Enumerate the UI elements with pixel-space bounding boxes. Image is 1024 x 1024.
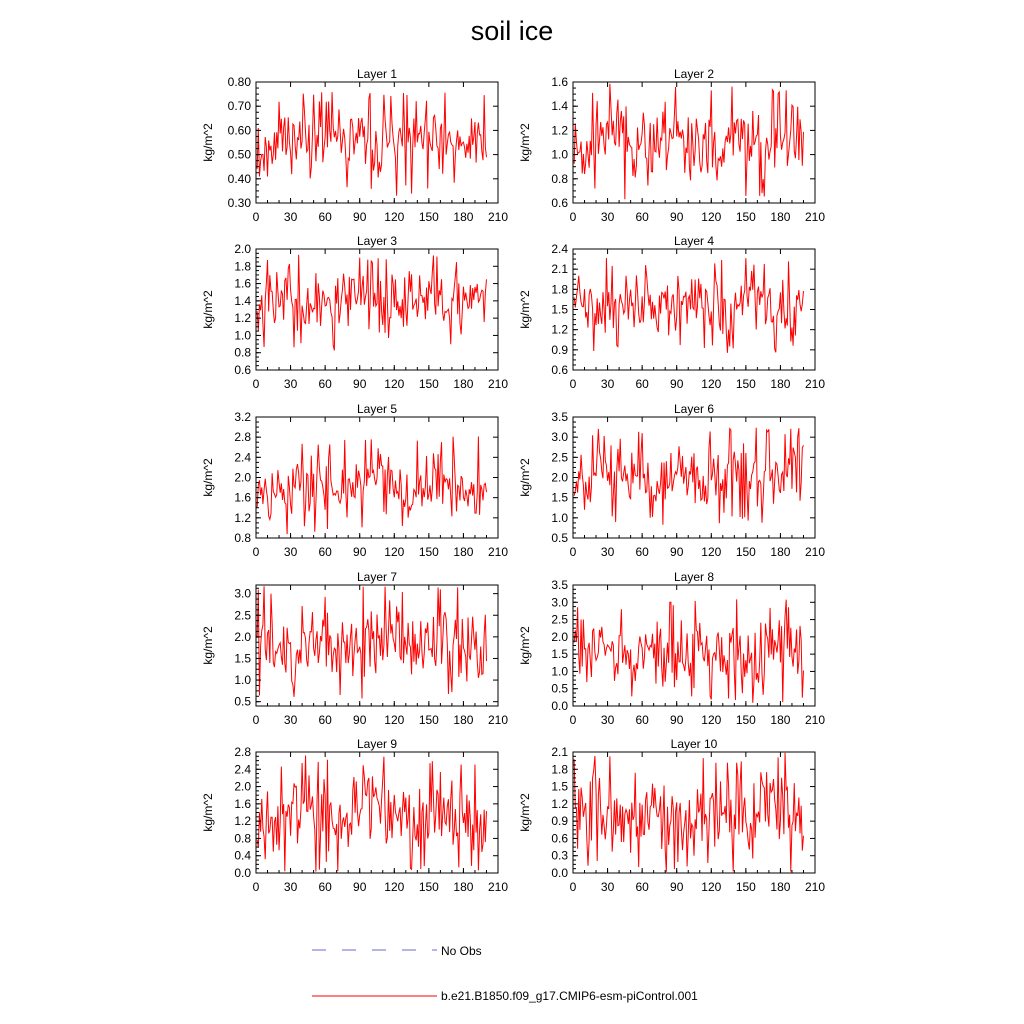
y-axis-label: kg/m^2 (518, 626, 532, 665)
x-tick-label: 30 (283, 210, 298, 224)
y-tick-label: 0.4 (234, 848, 251, 863)
y-tick-label: 2.4 (551, 242, 568, 256)
x-tick-label: 150 (418, 713, 439, 727)
x-tick-label: 210 (804, 377, 826, 391)
page-title: soil ice (470, 16, 554, 46)
series-line (574, 258, 803, 353)
x-tick-label: 210 (804, 210, 826, 224)
x-tick-label: 30 (600, 545, 615, 559)
y-tick-label: 2.0 (551, 629, 568, 644)
x-tick-label: 60 (635, 545, 649, 559)
y-axis-label: kg/m^2 (201, 290, 215, 329)
x-tick-label: 210 (487, 545, 509, 559)
x-tick-label: 0 (252, 545, 260, 559)
x-tick-label: 120 (701, 377, 722, 391)
chart-panel-layer-2 (518, 67, 825, 224)
y-tick-label: 2.5 (234, 608, 251, 623)
y-tick-label: 1.2 (234, 311, 251, 326)
x-tick-label: 180 (453, 210, 474, 224)
x-tick-label: 60 (635, 377, 649, 391)
y-tick-label: 0.5 (551, 681, 568, 696)
y-tick-label: 0.9 (551, 342, 568, 357)
panel-title: Layer 8 (673, 570, 715, 584)
panel-title: Layer 4 (673, 234, 715, 248)
y-tick-label: 1.5 (551, 490, 568, 505)
y-tick-label: 0.8 (551, 171, 568, 186)
panel-title: Layer 9 (356, 737, 398, 751)
legend-model-label: b.e21.B1850.f09_g17.CMIP6-esm-piControl.001 (441, 989, 698, 1003)
x-tick-label: 150 (735, 713, 756, 727)
x-tick-label: 90 (670, 880, 684, 894)
y-tick-label: 2.0 (234, 242, 251, 256)
panel-title: Layer 10 (670, 737, 718, 751)
series-line (574, 84, 803, 199)
y-tick-label: 1.5 (551, 647, 568, 662)
x-tick-label: 30 (600, 713, 615, 727)
y-tick-label: 1.6 (234, 276, 251, 291)
panel-title: Layer 6 (673, 402, 715, 416)
y-axis-label: kg/m^2 (201, 458, 215, 497)
y-tick-label: 3.5 (551, 410, 568, 424)
y-tick-label: 1.2 (234, 510, 251, 525)
y-tick-label: 2.0 (234, 629, 251, 644)
series-line (574, 428, 803, 525)
chart-panel-layer-3 (201, 234, 508, 391)
chart-panel-layer-1 (201, 67, 508, 224)
y-tick-label: 0.30 (227, 196, 251, 210)
y-tick-label: 1.8 (551, 282, 568, 297)
x-tick-label: 180 (453, 377, 474, 391)
y-tick-label: 0.60 (227, 123, 251, 138)
x-tick-label: 180 (453, 880, 474, 894)
y-tick-label: 2.5 (551, 450, 568, 465)
y-tick-label: 1.6 (234, 490, 251, 505)
x-tick-label: 210 (487, 713, 509, 727)
y-tick-label: 1.2 (234, 814, 251, 829)
plot-frame (256, 249, 498, 370)
y-tick-label: 2.8 (234, 430, 251, 445)
chart-panel-layer-8 (518, 570, 825, 727)
y-tick-label: 0.0 (551, 699, 568, 713)
series-line (574, 753, 803, 872)
y-tick-label: 0.70 (227, 99, 251, 114)
x-tick-label: 180 (770, 713, 791, 727)
y-tick-label: 3.5 (551, 578, 568, 592)
x-tick-label: 180 (453, 713, 474, 727)
x-tick-label: 180 (770, 377, 791, 391)
chart-panel-layer-7 (201, 570, 508, 727)
x-tick-label: 150 (418, 210, 439, 224)
x-tick-label: 150 (735, 880, 756, 894)
x-tick-label: 30 (283, 377, 298, 391)
x-tick-label: 0 (252, 210, 260, 224)
y-tick-label: 1.6 (551, 75, 568, 89)
x-tick-label: 30 (283, 545, 298, 559)
chart-panel-layer-10 (518, 737, 825, 894)
panel-title: Layer 3 (356, 234, 398, 248)
y-tick-label: 1.2 (551, 123, 568, 138)
y-tick-label: 0.0 (234, 866, 251, 880)
y-tick-label: 1.0 (234, 673, 251, 688)
y-tick-label: 1.8 (234, 259, 251, 274)
y-tick-label: 0.0 (551, 866, 568, 880)
series-line (257, 436, 486, 534)
y-axis-label: kg/m^2 (518, 290, 532, 329)
x-tick-label: 60 (318, 210, 332, 224)
y-tick-label: 1.0 (551, 664, 568, 679)
x-tick-label: 180 (770, 545, 791, 559)
x-tick-label: 120 (701, 880, 722, 894)
y-tick-label: 1.2 (551, 322, 568, 337)
y-tick-label: 0.8 (234, 531, 251, 545)
y-tick-label: 0.5 (234, 694, 251, 709)
y-tick-label: 3.0 (551, 595, 568, 610)
y-tick-label: 1.5 (234, 651, 251, 666)
y-tick-label: 0.80 (227, 75, 251, 89)
x-tick-label: 120 (384, 377, 405, 391)
y-tick-label: 0.6 (551, 831, 568, 846)
y-tick-label: 2.1 (551, 262, 568, 277)
x-tick-label: 180 (770, 210, 791, 224)
y-tick-label: 2.0 (551, 470, 568, 485)
x-tick-label: 210 (804, 713, 826, 727)
x-tick-label: 60 (318, 713, 332, 727)
chart-panel-layer-4 (518, 234, 825, 391)
x-tick-label: 0 (569, 210, 577, 224)
y-tick-label: 2.1 (551, 745, 568, 759)
x-tick-label: 120 (701, 545, 722, 559)
x-tick-label: 90 (353, 545, 367, 559)
x-tick-label: 0 (569, 545, 577, 559)
x-tick-label: 60 (318, 545, 332, 559)
series-line (257, 756, 486, 872)
series-line (574, 599, 803, 702)
series-line (257, 255, 486, 351)
x-tick-label: 150 (418, 377, 439, 391)
x-tick-label: 30 (600, 377, 615, 391)
x-tick-label: 0 (569, 713, 577, 727)
x-tick-label: 60 (635, 880, 649, 894)
y-tick-label: 2.8 (234, 745, 251, 759)
y-tick-label: 1.4 (551, 99, 568, 114)
y-tick-label: 2.5 (551, 612, 568, 627)
y-axis-label: kg/m^2 (518, 793, 532, 832)
x-tick-label: 120 (701, 210, 722, 224)
y-tick-label: 1.8 (551, 762, 568, 777)
legend-obs-label: No Obs (441, 944, 482, 958)
x-tick-label: 120 (384, 880, 405, 894)
y-tick-label: 2.0 (234, 779, 251, 794)
x-tick-label: 30 (283, 880, 298, 894)
y-tick-label: 3.2 (234, 410, 251, 424)
series-line (257, 586, 486, 698)
y-tick-label: 1.5 (551, 302, 568, 317)
x-tick-label: 150 (418, 545, 439, 559)
y-axis-label: kg/m^2 (201, 793, 215, 832)
x-tick-label: 150 (735, 377, 756, 391)
x-tick-label: 210 (487, 210, 509, 224)
x-tick-label: 0 (569, 377, 577, 391)
x-tick-label: 90 (353, 713, 367, 727)
panel-title: Layer 7 (356, 570, 398, 584)
panel-title: Layer 5 (356, 402, 398, 416)
x-tick-label: 90 (353, 210, 367, 224)
y-tick-label: 1.0 (551, 147, 568, 162)
y-tick-label: 3.0 (551, 430, 568, 445)
x-tick-label: 30 (283, 713, 298, 727)
y-tick-label: 0.40 (227, 171, 251, 186)
y-tick-label: 0.6 (551, 196, 568, 210)
y-tick-label: 1.2 (551, 796, 568, 811)
y-tick-label: 0.50 (227, 147, 251, 162)
x-tick-label: 0 (252, 377, 260, 391)
y-axis-label: kg/m^2 (201, 123, 215, 162)
x-tick-label: 60 (635, 713, 649, 727)
y-tick-label: 0.5 (551, 531, 568, 545)
x-tick-label: 120 (701, 713, 722, 727)
x-tick-label: 0 (252, 880, 260, 894)
chart-panel-layer-9 (201, 737, 508, 894)
x-tick-label: 90 (670, 545, 684, 559)
chart-panel-layer-6 (518, 402, 825, 559)
x-tick-label: 180 (453, 545, 474, 559)
x-tick-label: 90 (670, 210, 684, 224)
x-tick-label: 90 (670, 377, 684, 391)
y-tick-label: 2.4 (234, 762, 251, 777)
y-tick-label: 0.9 (551, 814, 568, 829)
y-axis-label: kg/m^2 (201, 626, 215, 665)
y-tick-label: 0.3 (551, 848, 568, 863)
y-tick-label: 1.6 (234, 796, 251, 811)
x-tick-label: 120 (384, 713, 405, 727)
x-tick-label: 120 (384, 545, 405, 559)
x-tick-label: 150 (418, 880, 439, 894)
series-line (257, 92, 486, 195)
y-tick-label: 1.5 (551, 779, 568, 794)
x-tick-label: 210 (804, 880, 826, 894)
x-tick-label: 210 (487, 880, 509, 894)
y-tick-label: 0.8 (234, 831, 251, 846)
y-tick-label: 1.4 (234, 293, 251, 308)
x-tick-label: 150 (735, 545, 756, 559)
x-tick-label: 30 (600, 880, 615, 894)
x-tick-label: 0 (252, 713, 260, 727)
x-tick-label: 150 (735, 210, 756, 224)
x-tick-label: 210 (804, 545, 826, 559)
y-axis-label: kg/m^2 (518, 123, 532, 162)
chart-panel-layer-5 (201, 402, 508, 559)
x-tick-label: 60 (318, 377, 332, 391)
y-tick-label: 0.6 (551, 363, 568, 377)
panel-title: Layer 2 (673, 67, 715, 81)
x-tick-label: 90 (353, 377, 367, 391)
x-tick-label: 30 (600, 210, 615, 224)
y-axis-label: kg/m^2 (518, 458, 532, 497)
y-tick-label: 0.6 (234, 363, 251, 377)
x-tick-label: 0 (569, 880, 577, 894)
y-tick-label: 0.8 (234, 345, 251, 360)
y-tick-label: 1.0 (234, 328, 251, 343)
x-tick-label: 60 (318, 880, 332, 894)
x-tick-label: 60 (635, 210, 649, 224)
panel-title: Layer 1 (356, 67, 398, 81)
x-tick-label: 210 (487, 377, 509, 391)
x-tick-label: 90 (670, 713, 684, 727)
x-tick-label: 180 (770, 880, 791, 894)
y-tick-label: 1.0 (551, 510, 568, 525)
x-tick-label: 90 (353, 880, 367, 894)
y-tick-label: 2.4 (234, 450, 251, 465)
x-tick-label: 120 (384, 210, 405, 224)
y-tick-label: 2.0 (234, 470, 251, 485)
y-tick-label: 3.0 (234, 586, 251, 601)
